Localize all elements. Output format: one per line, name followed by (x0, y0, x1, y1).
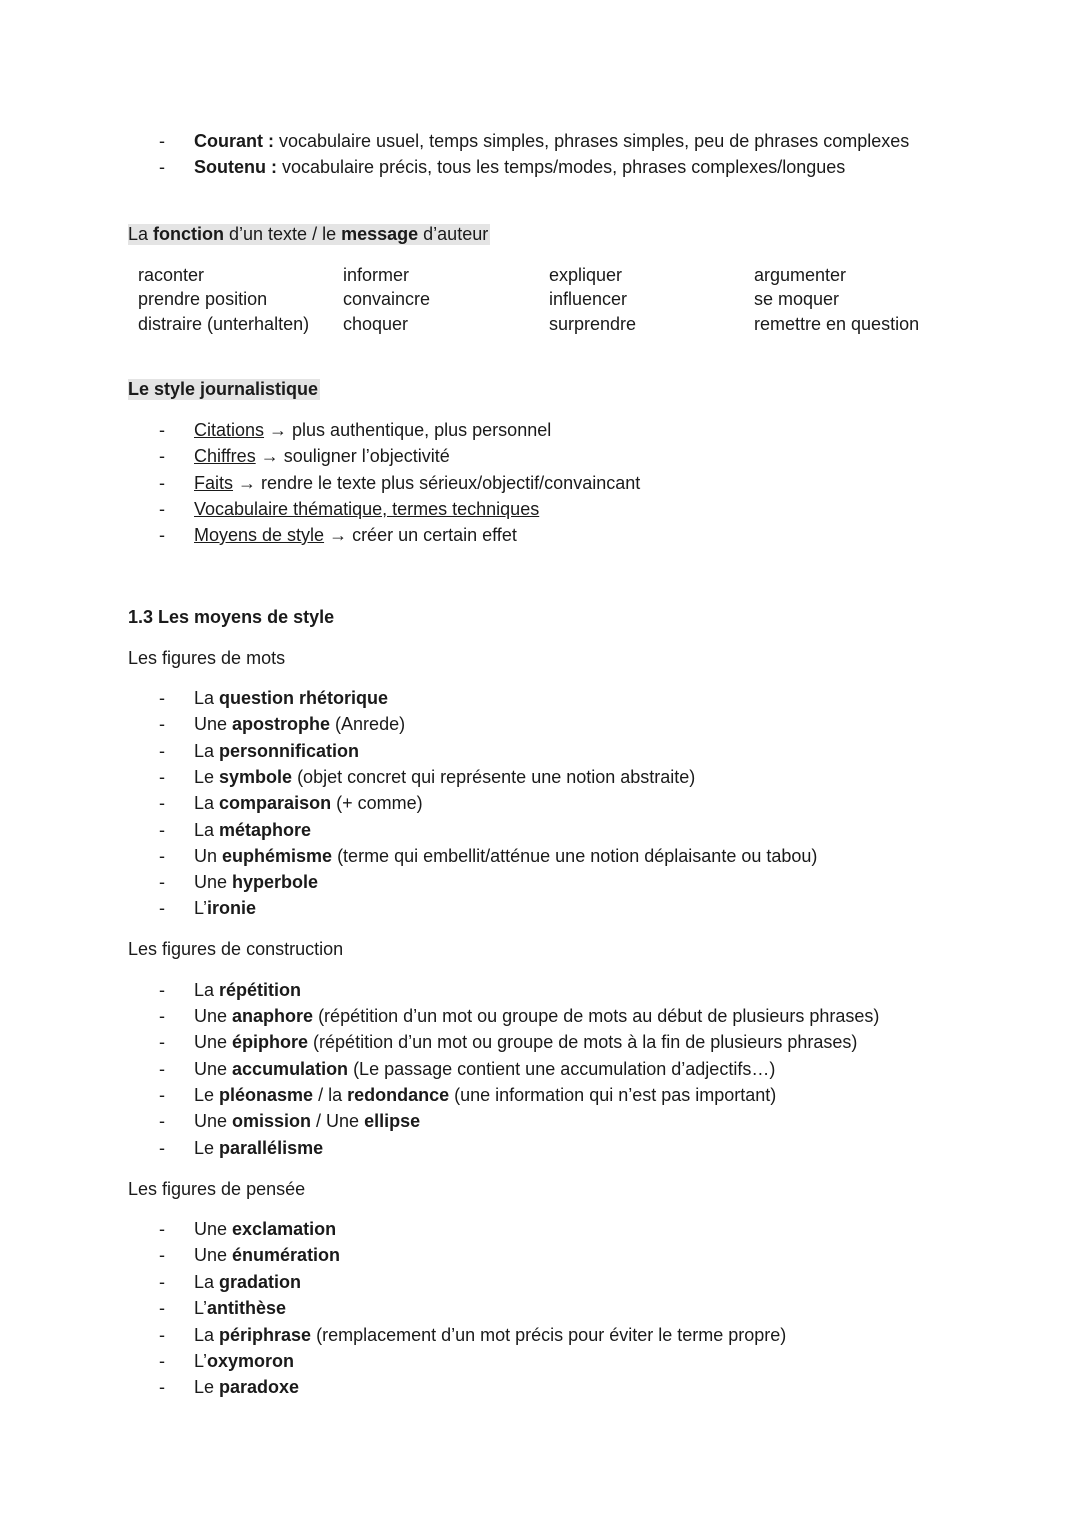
bullet-dash: - (159, 980, 165, 1000)
bullet-dash: - (159, 473, 165, 493)
journalistique-item: Chiffres → souligner l’objectivité (194, 446, 450, 466)
figure-item: La personnification (194, 741, 360, 761)
bullet-dash: - (159, 1272, 165, 1292)
figure-item: L’antithèse (194, 1298, 287, 1318)
journalistique-item: Moyens de style → créer un certain effet (194, 525, 517, 545)
figures-mots-title: Les figures de mots (128, 648, 286, 668)
journalistique-item: Faits → rendre le texte plus sérieux/objectif/convaincant (194, 473, 641, 493)
register-item-courant: Courant : vocabulaire usuel, temps simples, phrases simples, peu de phrases complexes (194, 131, 910, 151)
fonction-word: remettre en question (754, 314, 920, 334)
journalistique-item: Vocabulaire thématique, termes techniques (194, 499, 540, 519)
bullet-dash: - (159, 499, 165, 519)
figure-item: Un euphémisme (terme qui embellit/atténue une notion déplaisante ou tabou) (194, 846, 818, 866)
journalistique-heading: Le style journalistique (128, 379, 319, 399)
figure-item: Une anaphore (répétition d’un mot ou groupe de mots au début de plusieurs phrases) (194, 1006, 880, 1026)
bullet-dash: - (159, 1138, 165, 1158)
fonction-word: convaincre (343, 289, 431, 309)
figure-item: L’oxymoron (194, 1351, 295, 1371)
figure-item: La gradation (194, 1272, 302, 1292)
bullet-dash: - (159, 525, 165, 545)
bullet-dash: - (159, 1325, 165, 1345)
fonction-word: surprendre (549, 314, 637, 334)
figure-item: Le pléonasme / la redondance (une information qui n’est pas important) (194, 1085, 777, 1105)
bullet-dash: - (159, 157, 165, 177)
fonction-word: influencer (549, 289, 628, 309)
figure-item: La périphrase (remplacement d’un mot précis pour éviter le terme propre) (194, 1325, 787, 1345)
bullet-dash: - (159, 793, 165, 813)
bullet-dash: - (159, 872, 165, 892)
fonction-word: se moquer (754, 289, 840, 309)
fonction-word: argumenter (754, 265, 847, 285)
figure-item: L’ironie (194, 898, 257, 918)
bullet-dash: - (159, 714, 165, 734)
bullet-dash: - (159, 820, 165, 840)
bullet-dash: - (159, 1377, 165, 1397)
bullet-dash: - (159, 1032, 165, 1052)
figure-item: Le parallélisme (194, 1138, 324, 1158)
bullet-dash: - (159, 741, 165, 761)
figure-item: Le symbole (objet concret qui représente une notion abstraite) (194, 767, 696, 787)
fonction-word: prendre position (138, 289, 268, 309)
bullet-dash: - (159, 1006, 165, 1026)
bullet-dash: - (159, 1245, 165, 1265)
figure-item: La question rhétorique (194, 688, 389, 708)
bullet-dash: - (159, 1219, 165, 1239)
bullet-dash: - (159, 1059, 165, 1079)
fonction-word: distraire (unterhalten) (138, 314, 310, 334)
fonction-word: informer (343, 265, 410, 285)
figure-item: Une exclamation (194, 1219, 337, 1239)
bullet-dash: - (159, 1085, 165, 1105)
bullet-dash: - (159, 846, 165, 866)
figure-item: Le paradoxe (194, 1377, 300, 1397)
figure-item: Une hyperbole (194, 872, 319, 892)
bullet-dash: - (159, 420, 165, 440)
figures-pensee-title: Les figures de pensée (128, 1179, 306, 1199)
register-item-soutenu: Soutenu : vocabulaire précis, tous les temps/modes, phrases complexes/longues (194, 157, 846, 177)
bullet-dash: - (159, 131, 165, 151)
figure-item: Une énumération (194, 1245, 341, 1265)
fonction-word: expliquer (549, 265, 623, 285)
figure-item: Une accumulation (Le passage contient une accumulation d’adjectifs…) (194, 1059, 776, 1079)
figures-construction-title: Les figures de construction (128, 939, 344, 959)
bullet-dash: - (159, 1111, 165, 1131)
bullet-dash: - (159, 446, 165, 466)
fonction-heading: La fonction d’un texte / le message d’auteur (128, 224, 489, 244)
figure-item: La métaphore (194, 820, 312, 840)
figure-item: Une omission / Une ellipse (194, 1111, 421, 1131)
figure-item: Une épiphore (répétition d’un mot ou groupe de mots à la fin de plusieurs phrases) (194, 1032, 858, 1052)
bullet-dash: - (159, 1298, 165, 1318)
bullet-dash: - (159, 1351, 165, 1371)
figure-item: La répétition (194, 980, 302, 1000)
bullet-dash: - (159, 767, 165, 787)
figure-item: Une apostrophe (Anrede) (194, 714, 406, 734)
bullet-dash: - (159, 898, 165, 918)
figure-item: La comparaison (+ comme) (194, 793, 423, 813)
fonction-word: raconter (138, 265, 205, 285)
bullet-dash: - (159, 688, 165, 708)
section-heading: 1.3 Les moyens de style (128, 607, 335, 627)
journalistique-item: Citations → plus authentique, plus personnel (194, 420, 552, 440)
fonction-word: choquer (343, 314, 409, 334)
